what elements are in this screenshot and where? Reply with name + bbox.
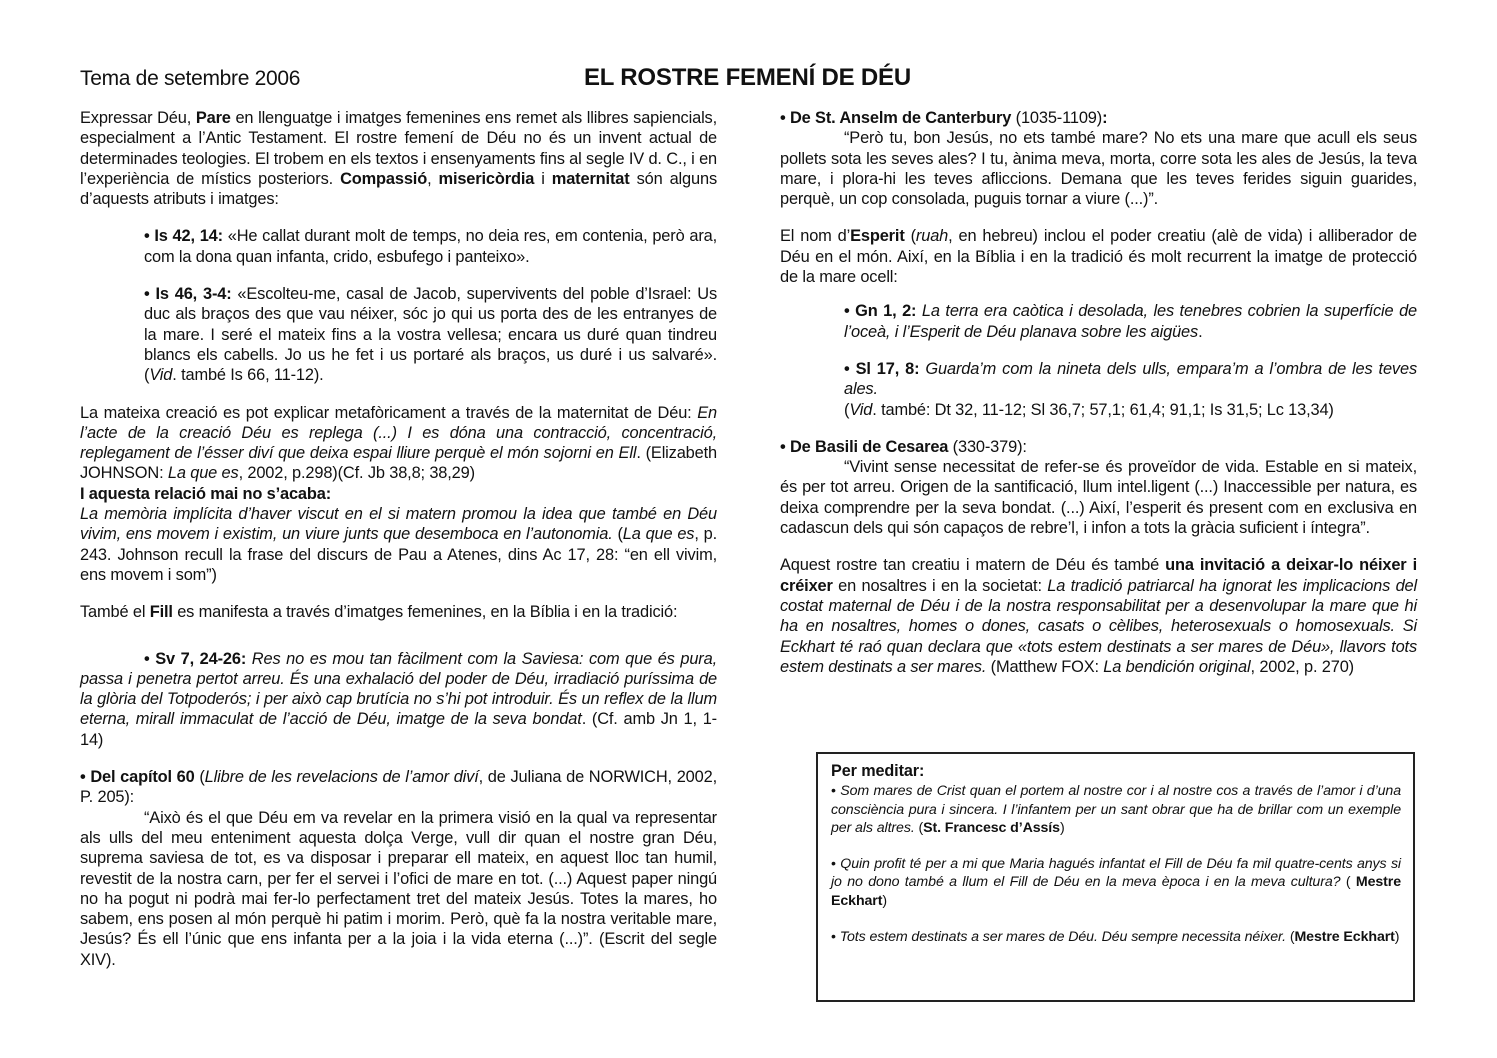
meditation-title: Per meditar: <box>831 762 925 780</box>
text: La mateixa creació es pot explicar metafòricament a través de la maternitat de Déu: <box>80 403 698 422</box>
anselm-quote: “Però tu, bon Jesús, no ets també mare? No ets una mare que acull els seus pollets sota les seves ales? I tu, ànima meva, morta, corre sota les ales de Jesús, la teva mare, i plora-hi les teves afliccions. Demana que les teves ferides siguin guarides, perquè, un cop consolada, puguis tornar a viure (...)”. <box>780 129 1417 209</box>
bullet-icon: • <box>844 359 850 378</box>
text: es manifesta a través d’imatges femenines, en la Bíblia i en la tradició: <box>172 603 678 622</box>
text: ( <box>1340 874 1356 891</box>
text: ) <box>882 892 887 909</box>
text: ( <box>1285 929 1295 946</box>
colon: : <box>1102 109 1108 127</box>
text: ( <box>194 768 205 787</box>
bullet-icon: • <box>144 649 150 668</box>
relation-paragraph <box>80 484 717 585</box>
author: Mestre Eckhart <box>831 874 1401 909</box>
text: , p. 243. Johnson recull la frase del discurs de Pau a Atenes, dins Ac 17, 28: “en ell vivim, ens movem i som”) <box>80 525 717 584</box>
vid-label: Vid <box>149 366 173 385</box>
quote-text: «He callat durant molt de temps, no deia res, em contenia, però ara, com la dona quan infanta, crido, esbufego i panteixo». <box>144 227 717 266</box>
text: ) <box>1394 929 1400 946</box>
text: , <box>427 169 439 188</box>
bullet-icon: • <box>780 437 786 456</box>
quote-is-42 <box>144 226 717 267</box>
italic-quote: La memòria implícita d’haver viscut en el si matern promou la idea que també en Déu vivim, ens movem i existim, un viure junts que desemboca en l’autonomia. <box>80 505 717 544</box>
meditation-item <box>831 855 1401 910</box>
vid-label: Vid <box>849 400 873 419</box>
quote-text: Guarda’m com la nineta dels ulls, empara’m a l’ombra de les teves ales. <box>844 359 1417 399</box>
emphasis: misericòrdia <box>438 169 535 188</box>
italic-quote: En l’acte de la creació Déu es replega (...) I es dóna una contracció, concentració, replegament de l’ésser diví que deixa espai lliure perquè el món sojorni en Ell <box>80 403 717 463</box>
quote-is-46 <box>144 284 717 385</box>
scripture-ref: Is 46, 3-4: <box>149 285 232 304</box>
scripture-ref: Sl 17, 8: <box>849 359 920 378</box>
scripture-ref: Gn 1, 2: <box>849 302 917 321</box>
meditation-text: Quin profit té per a mi que Maria hagués infantat el Fill de Déu fa mil quatre-cents anys si jo no dono també a llum el Fill de Déu en la meva època i en la meva cultura? <box>831 856 1401 891</box>
text: El nom d’ <box>780 227 851 246</box>
author: St. Francesc d’Assís <box>923 819 1060 836</box>
text: , en hebreu) inclou el poder creatiu (alè de vida) i alliberador de Déu en el món. Així, en la Bíblia i en la tradició és molt recurrent la imatge de protecció de la mare ocell: <box>780 227 1417 287</box>
text: en nosaltres i en la societat: <box>832 576 1048 595</box>
dates: (1035-1109) <box>1011 109 1103 127</box>
chapter-60-heading <box>80 767 717 808</box>
book-title: La que es <box>167 464 239 483</box>
dates: (330-379): <box>948 437 1027 456</box>
scripture-ref: Sv 7, 24-26: <box>149 649 247 668</box>
reference-text: . també Is 66, 11-12). <box>172 366 324 385</box>
basili-quote: “Vivint sense necessitat de refer-se és proveïdor de vida. Estable en si mateix, és per tot arreu. Origen de la santificació, llum intel.ligent (...) Inaccessible per natura, es deixa comprendre per la seva bondat. (...) Així, l’esperit és present com en exclusiva en cadascun dels qui són capaços de rebre’l, i infon a tots la gràcia suficient i íntegra”. <box>780 458 1417 538</box>
quote-sv-7 <box>80 649 717 750</box>
spirit-paragraph <box>780 226 1417 287</box>
text: són alguns d’aquests atributs i imatges: <box>80 169 717 209</box>
emphasis: Fill <box>149 603 173 622</box>
quote-sl-17 <box>844 359 1417 420</box>
emphasis: Esperit <box>850 227 905 246</box>
right-column <box>780 108 1417 694</box>
son-paragraph <box>80 602 717 622</box>
book-title: La que es <box>622 525 695 544</box>
source-ref: Del capítol 60 <box>85 768 195 787</box>
meditation-text: Som mares de Crist quan el portem al nostre cor i al nostre cos a través de l’amor i d’una consciència pura i sincera. I l’infantem per un sant obrar que ha de brillar com un exemple per als altres. <box>831 783 1401 836</box>
meditation-text: Tots estem destinats a ser mares de Déu. Déu sempre necessita néixer. <box>835 929 1286 946</box>
author: Mestre Eckhart <box>1294 929 1395 946</box>
text: ( <box>844 400 850 419</box>
quote-text: La terra era caòtica i desolada, les tenebres cobrien la superfície de l’oceà, i l’Esperit de Déu planava sobre les aigües <box>844 302 1417 341</box>
text: Expressar Déu, <box>80 109 196 127</box>
text: , 2002, p. 270) <box>1250 657 1354 676</box>
emphasis: Pare <box>195 109 231 127</box>
anselm-heading <box>780 108 1417 128</box>
creation-paragraph <box>80 403 717 484</box>
quote-text: Res no es mou tan fàcilment com la Saviesa: com que és pura, passa i penetra pertot arreu. És una exhalació del poder de Déu, irradiació puríssima de la glòria del Totpoderós; i per això cap brutícia no s’hi pot introduir. És un reflex de la llum eterna, mirall immaculat de l’acció de Déu, imatge de la seva bondat <box>80 649 717 729</box>
left-column <box>80 108 717 987</box>
emphasis: Compassió <box>340 169 428 188</box>
bullet-icon: • <box>831 856 836 873</box>
text: (Matthew FOX: <box>986 657 1104 676</box>
meditation-box <box>816 752 1415 1002</box>
text: ( <box>914 819 924 836</box>
meditation-item <box>831 928 1401 946</box>
bullet-icon: • <box>144 227 150 246</box>
bullet-icon: • <box>831 929 836 946</box>
reference-text: . també: Dt 32, 11-12; Sl 36,7; 57,1; 61,4; 91,1; Is 31,5; Lc 13,34) <box>872 400 1334 419</box>
scripture-ref: Is 42, 14: <box>149 227 223 246</box>
reference-text: . (Cf. amb Jn 1, 1-14) <box>80 710 717 749</box>
bullet-icon: • <box>780 109 786 127</box>
source-ref: De Basili de Cesarea <box>785 437 949 456</box>
chapter-60-quote: “Això és el que Déu em va revelar en la primera visió en la qual va representar als ulls del meu enteniment aquesta dolça Verge, vull dir quan el nostre gran Déu, suprema saviesa de tot, es va disposar i preparar ell mateix, en aquest lloc tan humil, revestit de la nostra carn, per fer el servei i l’ofici de mare en tot. (...) Aquest paper ningú no ha pogut ni podrà mai fer-lo perfectament tret del mateix Jesús. Totes la mares, ho sabem, ens posen al món perquè hi patim i morim. Però, què fa la nostra veritable mare, Jesús? És ell l’únic que ens infanta per a la joia i la vida eterna (...)”. (Escrit del segle XIV). <box>80 808 717 969</box>
subheading: I aquesta relació mai no s’acaba: <box>80 484 332 503</box>
text: També el <box>80 603 150 622</box>
source-ref: De St. Anselm de Canterbury <box>785 109 1012 127</box>
text: i <box>534 169 552 188</box>
invitation-paragraph <box>780 555 1417 677</box>
text: Aquest rostre tan creatiu i matern de Déu és també <box>780 556 1166 575</box>
text: . <box>1198 322 1203 341</box>
text: , de Juliana de NORWICH, 2002, P. 205): <box>80 768 717 807</box>
page-title: EL ROSTRE FEMENÍ DE DÉU <box>584 64 911 91</box>
intro-paragraph <box>80 108 717 209</box>
book-title: Llibre de les revelacions de l’amor diví <box>204 768 479 787</box>
bullet-icon: • <box>144 285 150 304</box>
text: ( <box>612 525 623 544</box>
hebrew-term: ruah <box>915 227 949 246</box>
bullet-icon: • <box>844 302 850 321</box>
page-header-left: Tema de setembre 2006 <box>80 67 301 90</box>
text: , 2002, p.298)(Cf. Jb 38,8; 38,29) <box>238 464 475 483</box>
meditation-item <box>831 782 1401 837</box>
quote-gn-1 <box>844 301 1417 342</box>
text: ) <box>1059 819 1065 836</box>
text: . (Elizabeth JOHNSON: <box>80 444 717 483</box>
text: en llenguatge i imatges femenines ens remet als llibres sapiencials, especialment a l’Antic Testament. El rostre femení de Déu no és un invent actual de determinades teologies. El trobem en els textos i ensenyaments fins al segle IV d. C., i en l’experiència de místics posteriors. <box>80 109 718 188</box>
bullet-icon: • <box>831 783 836 800</box>
quote-text: «Escolteu-me, casal de Jacob, supervivents del poble d’Israel: Us duc als braços des que vau néixer, sóc jo qui us porta des de les entranyes de la mare. I seré el mateix fins a la vostra vellesa; encara us duré quan tindreu blancs els cabells. Jo us he fet i us portaré als braços, us duré i us salvaré». ( <box>144 285 717 385</box>
emphasis: maternitat <box>551 169 630 188</box>
bullet-icon: • <box>80 768 86 787</box>
basili-heading <box>780 437 1417 457</box>
emphasis: una invitació a deixar-lo néixer i créixer <box>780 556 1417 595</box>
book-title: La bendición original <box>1103 657 1251 676</box>
italic-quote: La tradició patriarcal ha ignorat les implicacions del costat maternal de Déu i de la nostra responsabilitat per a desenvolupar la mare que hi ha en nosaltres, homes o dones, casats o cèlibes, heterosexuals o homosexuals. Si Eckhart té raó quan declara que «tots estem destinats a ser mares de Déu», llavors tots estem destinats a ser mares. <box>780 576 1417 676</box>
text: ( <box>904 227 916 246</box>
